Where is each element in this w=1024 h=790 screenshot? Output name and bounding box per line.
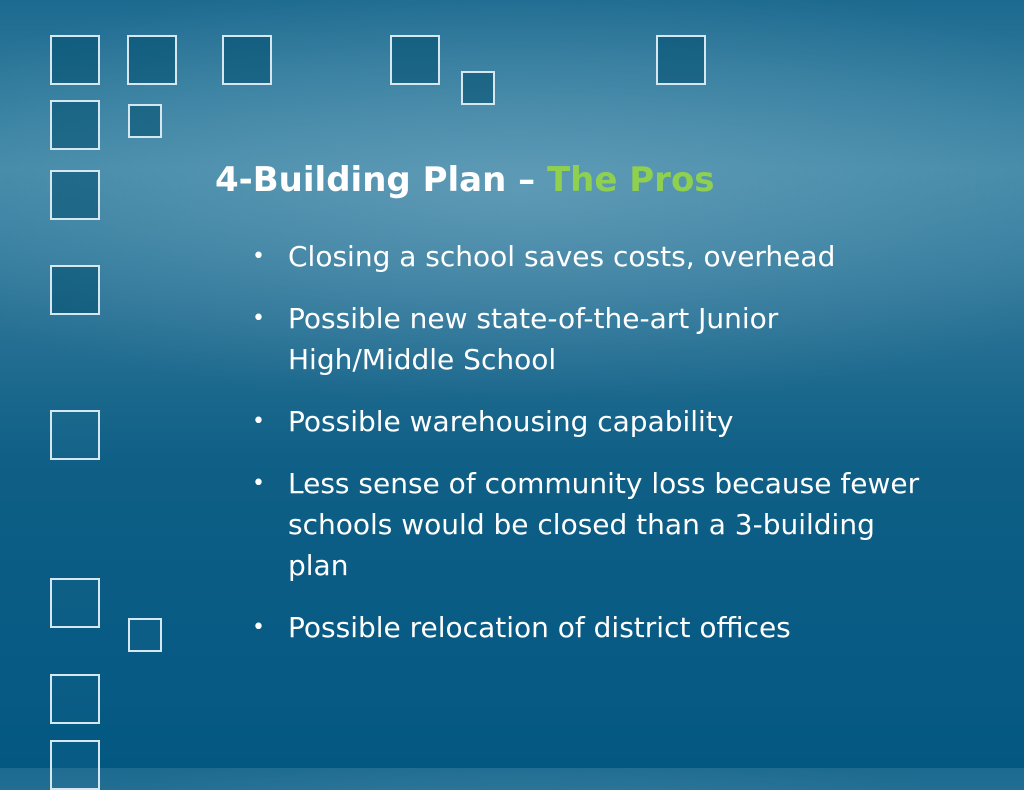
decorative-square [128, 618, 162, 652]
decorative-square [127, 35, 177, 85]
decorative-square [222, 35, 272, 85]
decorative-square [390, 35, 440, 85]
decorative-square [50, 674, 100, 724]
decorative-square [128, 104, 162, 138]
bullet-dot: • [252, 409, 265, 434]
bullet-dot: • [252, 471, 265, 496]
bullet-list [252, 236, 932, 669]
bullet-item [252, 298, 932, 380]
decorative-square [50, 740, 100, 790]
bullet-item [252, 236, 932, 277]
bullet-dot: • [252, 306, 265, 331]
bullet-item [252, 463, 932, 586]
bullet-dot: • [252, 244, 265, 269]
slide-title-accent: The Pros [546, 160, 715, 200]
decorative-square [50, 35, 100, 85]
bullet-text: Possible relocation of district offices [288, 611, 791, 644]
bullet-dot: • [252, 615, 265, 640]
bullet-item [252, 401, 932, 442]
slide-title [215, 160, 715, 200]
decorative-square [656, 35, 706, 85]
bullet-text: Possible warehousing capability [288, 405, 734, 438]
bullet-item [252, 607, 932, 648]
decorative-square [50, 410, 100, 460]
slide-title-main: 4-Building Plan – [215, 160, 547, 200]
bullet-text: Less sense of community loss because fewer schools would be closed than a 3-building plan [288, 467, 920, 582]
decorative-square [50, 265, 100, 315]
bullet-text: Closing a school saves costs, overhead [288, 240, 836, 273]
decorative-square [50, 100, 100, 150]
decorative-square [50, 578, 100, 628]
bullet-text: Possible new state-of-the-art Junior High/Middle School [288, 302, 779, 376]
decorative-square [461, 71, 495, 105]
decorative-square [50, 170, 100, 220]
